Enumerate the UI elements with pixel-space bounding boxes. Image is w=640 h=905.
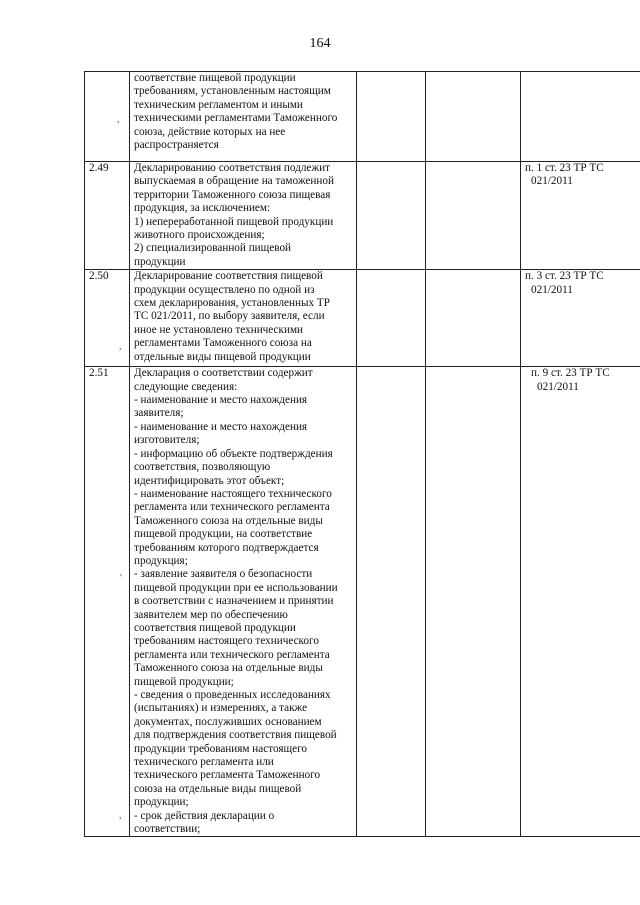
legal-reference-line: п. 3 ст. 23 ТР ТС	[525, 270, 604, 283]
requirement-text-line: продукция;	[134, 554, 188, 567]
requirement-text-line: технического регламента Таможенного	[134, 769, 321, 782]
requirement-text-cell	[130, 270, 357, 367]
requirement-text-line: - наименование и место нахождения	[134, 394, 308, 407]
requirement-text-line: идентифицировать этот объект;	[134, 474, 285, 487]
requirement-text-line: - информацию об объекте подтверждения	[134, 447, 333, 460]
requirements-table	[84, 71, 640, 837]
legal-reference-line: 021/2011	[531, 283, 573, 296]
empty-cell	[426, 162, 521, 270]
requirement-text-line: требованиям настоящего технического	[134, 635, 319, 648]
item-number-cell: 2.49	[85, 162, 130, 270]
requirement-text-line: технического регламента или	[134, 756, 274, 769]
requirement-text-line: заявителем мер по обеспечению	[134, 608, 288, 621]
requirement-text-line: требованиям, установленным настоящим	[134, 85, 331, 98]
requirement-text-line: продукции осуществлено по одной из	[134, 283, 315, 296]
requirement-text-line: соответствия пищевой продукции	[134, 621, 296, 634]
requirement-text-line: - сведения о проведенных исследованиях	[134, 689, 331, 701]
requirement-text-line: ТС 021/2011, по выбору заявителя, если	[134, 310, 325, 323]
requirement-text-cell	[130, 72, 357, 162]
requirement-text-line: (испытаниях) и измерениях, а также	[134, 702, 308, 715]
requirement-text-line: - заявление заявителя о безопасности	[134, 568, 313, 581]
requirement-text-line: союза на отдельные виды пищевой	[134, 782, 302, 795]
requirement-text-line: регламента или технического регламента	[134, 501, 330, 514]
legal-reference-line: п. 9 ст. 23 ТР ТС	[531, 367, 610, 380]
requirement-text-line: 1) непереработанной пищевой продукции	[134, 215, 334, 228]
scan-mark: ,	[117, 114, 120, 125]
requirement-text-line: 2) специализированной пищевой	[134, 242, 292, 255]
legal-reference-line: п. 1 ст. 23 ТР ТС	[525, 162, 604, 174]
requirement-text-line: пищевой продукции при ее использовании	[134, 581, 338, 594]
requirement-text-cell	[130, 367, 357, 837]
requirement-text-line: техническим регламентом и иными	[134, 98, 303, 111]
item-number-cell: 2.51	[85, 367, 130, 837]
empty-cell	[357, 162, 426, 270]
requirement-text-line: распространяется	[134, 139, 219, 152]
requirement-text-line: - наименование настоящего технического	[134, 487, 332, 500]
legal-reference-cell	[521, 270, 640, 367]
requirement-text-line: соответствие пищевой продукции	[134, 72, 296, 84]
requirement-text-line: выпускаемая в обращение на таможенной	[134, 175, 334, 188]
table-row	[85, 72, 640, 162]
requirement-text-line: - наименование и место нахождения	[134, 420, 308, 433]
requirement-text-line: животного происхождения;	[134, 229, 265, 242]
requirement-text-line: схем декларирования, установленных ТР	[134, 297, 330, 310]
requirement-text-line: Декларированию соответствия подлежит	[134, 162, 330, 174]
empty-cell	[357, 72, 426, 162]
legal-reference-cell	[521, 162, 640, 270]
table-row	[85, 367, 640, 837]
requirement-text-line: соответствии;	[134, 823, 201, 836]
scan-mark: ,	[119, 810, 122, 821]
requirement-text-line: изготовителя;	[134, 434, 200, 447]
table-row	[85, 162, 640, 270]
empty-cell	[426, 72, 521, 162]
requirement-text-line: продукция, за исключением:	[134, 202, 271, 215]
requirement-text-cell	[130, 162, 357, 270]
legal-reference-line: 021/2011	[531, 175, 573, 188]
requirement-text-line: регламентами Таможенного союза на	[134, 337, 312, 350]
page-number: 164	[309, 36, 331, 51]
requirement-text-line: документах, послуживших основанием	[134, 715, 322, 728]
requirement-text-line: продукции требованиям настоящего	[134, 742, 307, 755]
legal-reference-line: 021/2011	[537, 380, 579, 393]
requirement-text-line: Декларация о соответствии содержит	[134, 367, 313, 380]
requirement-text-line: пищевой продукции, на соответствие	[134, 528, 313, 541]
requirement-text-line: отдельные виды пищевой продукции	[134, 350, 311, 363]
requirement-text-line: Декларирование соответствия пищевой	[134, 270, 323, 283]
requirement-text-line: продукции;	[134, 796, 189, 809]
empty-cell	[357, 270, 426, 367]
requirement-text-line: Таможенного союза на отдельные виды	[134, 514, 323, 527]
requirement-text-line: для подтверждения соответствия пищевой	[134, 729, 337, 742]
empty-cell	[357, 367, 426, 837]
requirement-text-line: требованиям которого подтверждается	[134, 541, 319, 554]
requirement-text-line: союза, действие которых на нее	[134, 125, 286, 138]
empty-cell	[426, 367, 521, 837]
requirement-text-line: следующие сведения:	[134, 380, 238, 393]
requirement-text-line: в соответствии с назначением и принятии	[134, 595, 334, 608]
requirement-text-line: - срок действия декларации о	[134, 809, 275, 822]
empty-cell	[426, 270, 521, 367]
requirement-text-line: соответствия, позволяющую	[134, 461, 271, 474]
requirement-text-line: Таможенного союза на отдельные виды	[134, 662, 323, 675]
scan-mark: ,	[119, 341, 122, 352]
legal-reference-cell	[521, 72, 640, 162]
requirement-text-line: регламента или технического регламента	[134, 648, 330, 661]
table-row	[85, 270, 640, 367]
table-body	[85, 72, 640, 837]
item-number-cell	[85, 72, 130, 162]
requirement-text-line: продукции	[134, 255, 186, 268]
requirement-text-line: территории Таможенного союза пищевая	[134, 188, 331, 201]
requirement-text-line: заявителя;	[134, 407, 184, 420]
item-number-cell: 2.50	[85, 270, 130, 367]
requirement-text-line: иное не установлено техническими	[134, 323, 304, 336]
requirement-text-line: техническими регламентами Таможенного	[134, 112, 338, 125]
legal-reference-cell	[521, 367, 640, 837]
scan-mark: '	[120, 573, 122, 584]
requirement-text-line: пищевой продукции;	[134, 675, 234, 688]
